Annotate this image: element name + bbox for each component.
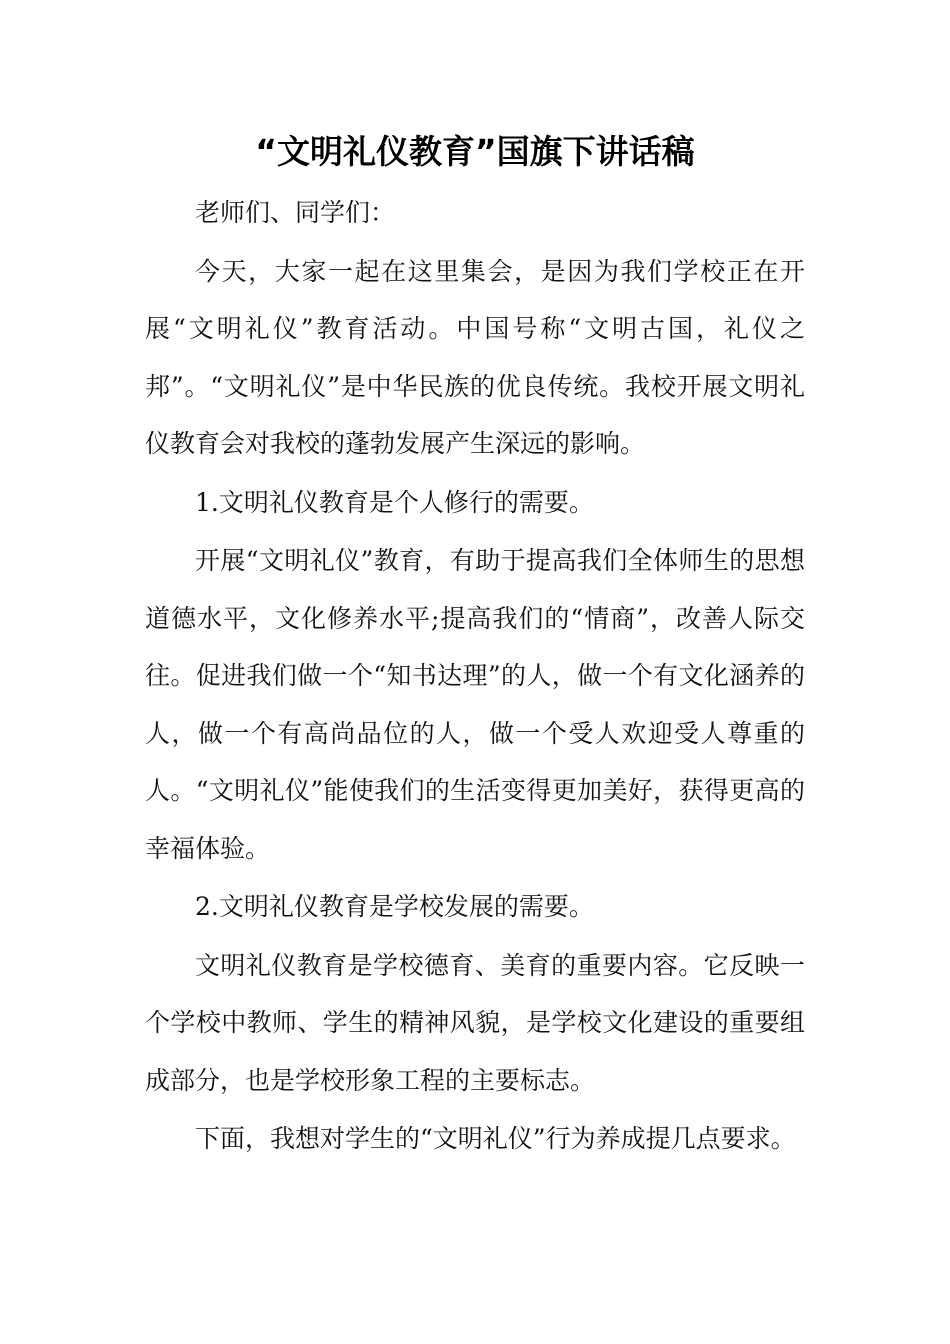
point-2-paragraph: 文明礼仪教育是学校德育、美育的重要内容。它反映一个学校中教师、学生的精神风貌，是学校文化建设的重要组成部分，也是学校形象工程的主要标志。	[145, 950, 805, 1095]
salutation-paragraph: 老师们、同学们：	[195, 198, 396, 227]
document-title: “文明礼仪教育”国旗下讲话稿	[255, 132, 695, 171]
intro-paragraph: 今天，大家一起在这里集会，是因为我们学校正在开展“文明礼仪”教育活动。中国号称“文明古国，礼仪之邦”。“文明礼仪”是中华民族的优良传统。我校开展文明礼仪教育会对我校的蓬勃发展产生深远的影响。	[145, 256, 805, 458]
closing-paragraph: 下面，我想对学生的“文明礼仪”行为养成提几点要求。	[195, 1124, 796, 1153]
document-body	[145, 126, 805, 1169]
point-2-heading: 2.文明礼仪教育是学校发展的需要。	[195, 892, 594, 921]
point-1-heading: 1.文明礼仪教育是个人修行的需要。	[195, 487, 594, 517]
point-1-paragraph: 开展“文明礼仪”教育，有助于提高我们全体师生的思想道德水平，文化修养水平;提高我们的“情商”，改善人际交往。促进我们做一个“知书达理”的人，做一个有文化涵养的人，做一个有高尚品位的人，做一个受人欢迎受人尊重的人。“文明礼仪”能使我们的生活变得更加美好，获得更高的幸福体验。	[145, 546, 805, 863]
